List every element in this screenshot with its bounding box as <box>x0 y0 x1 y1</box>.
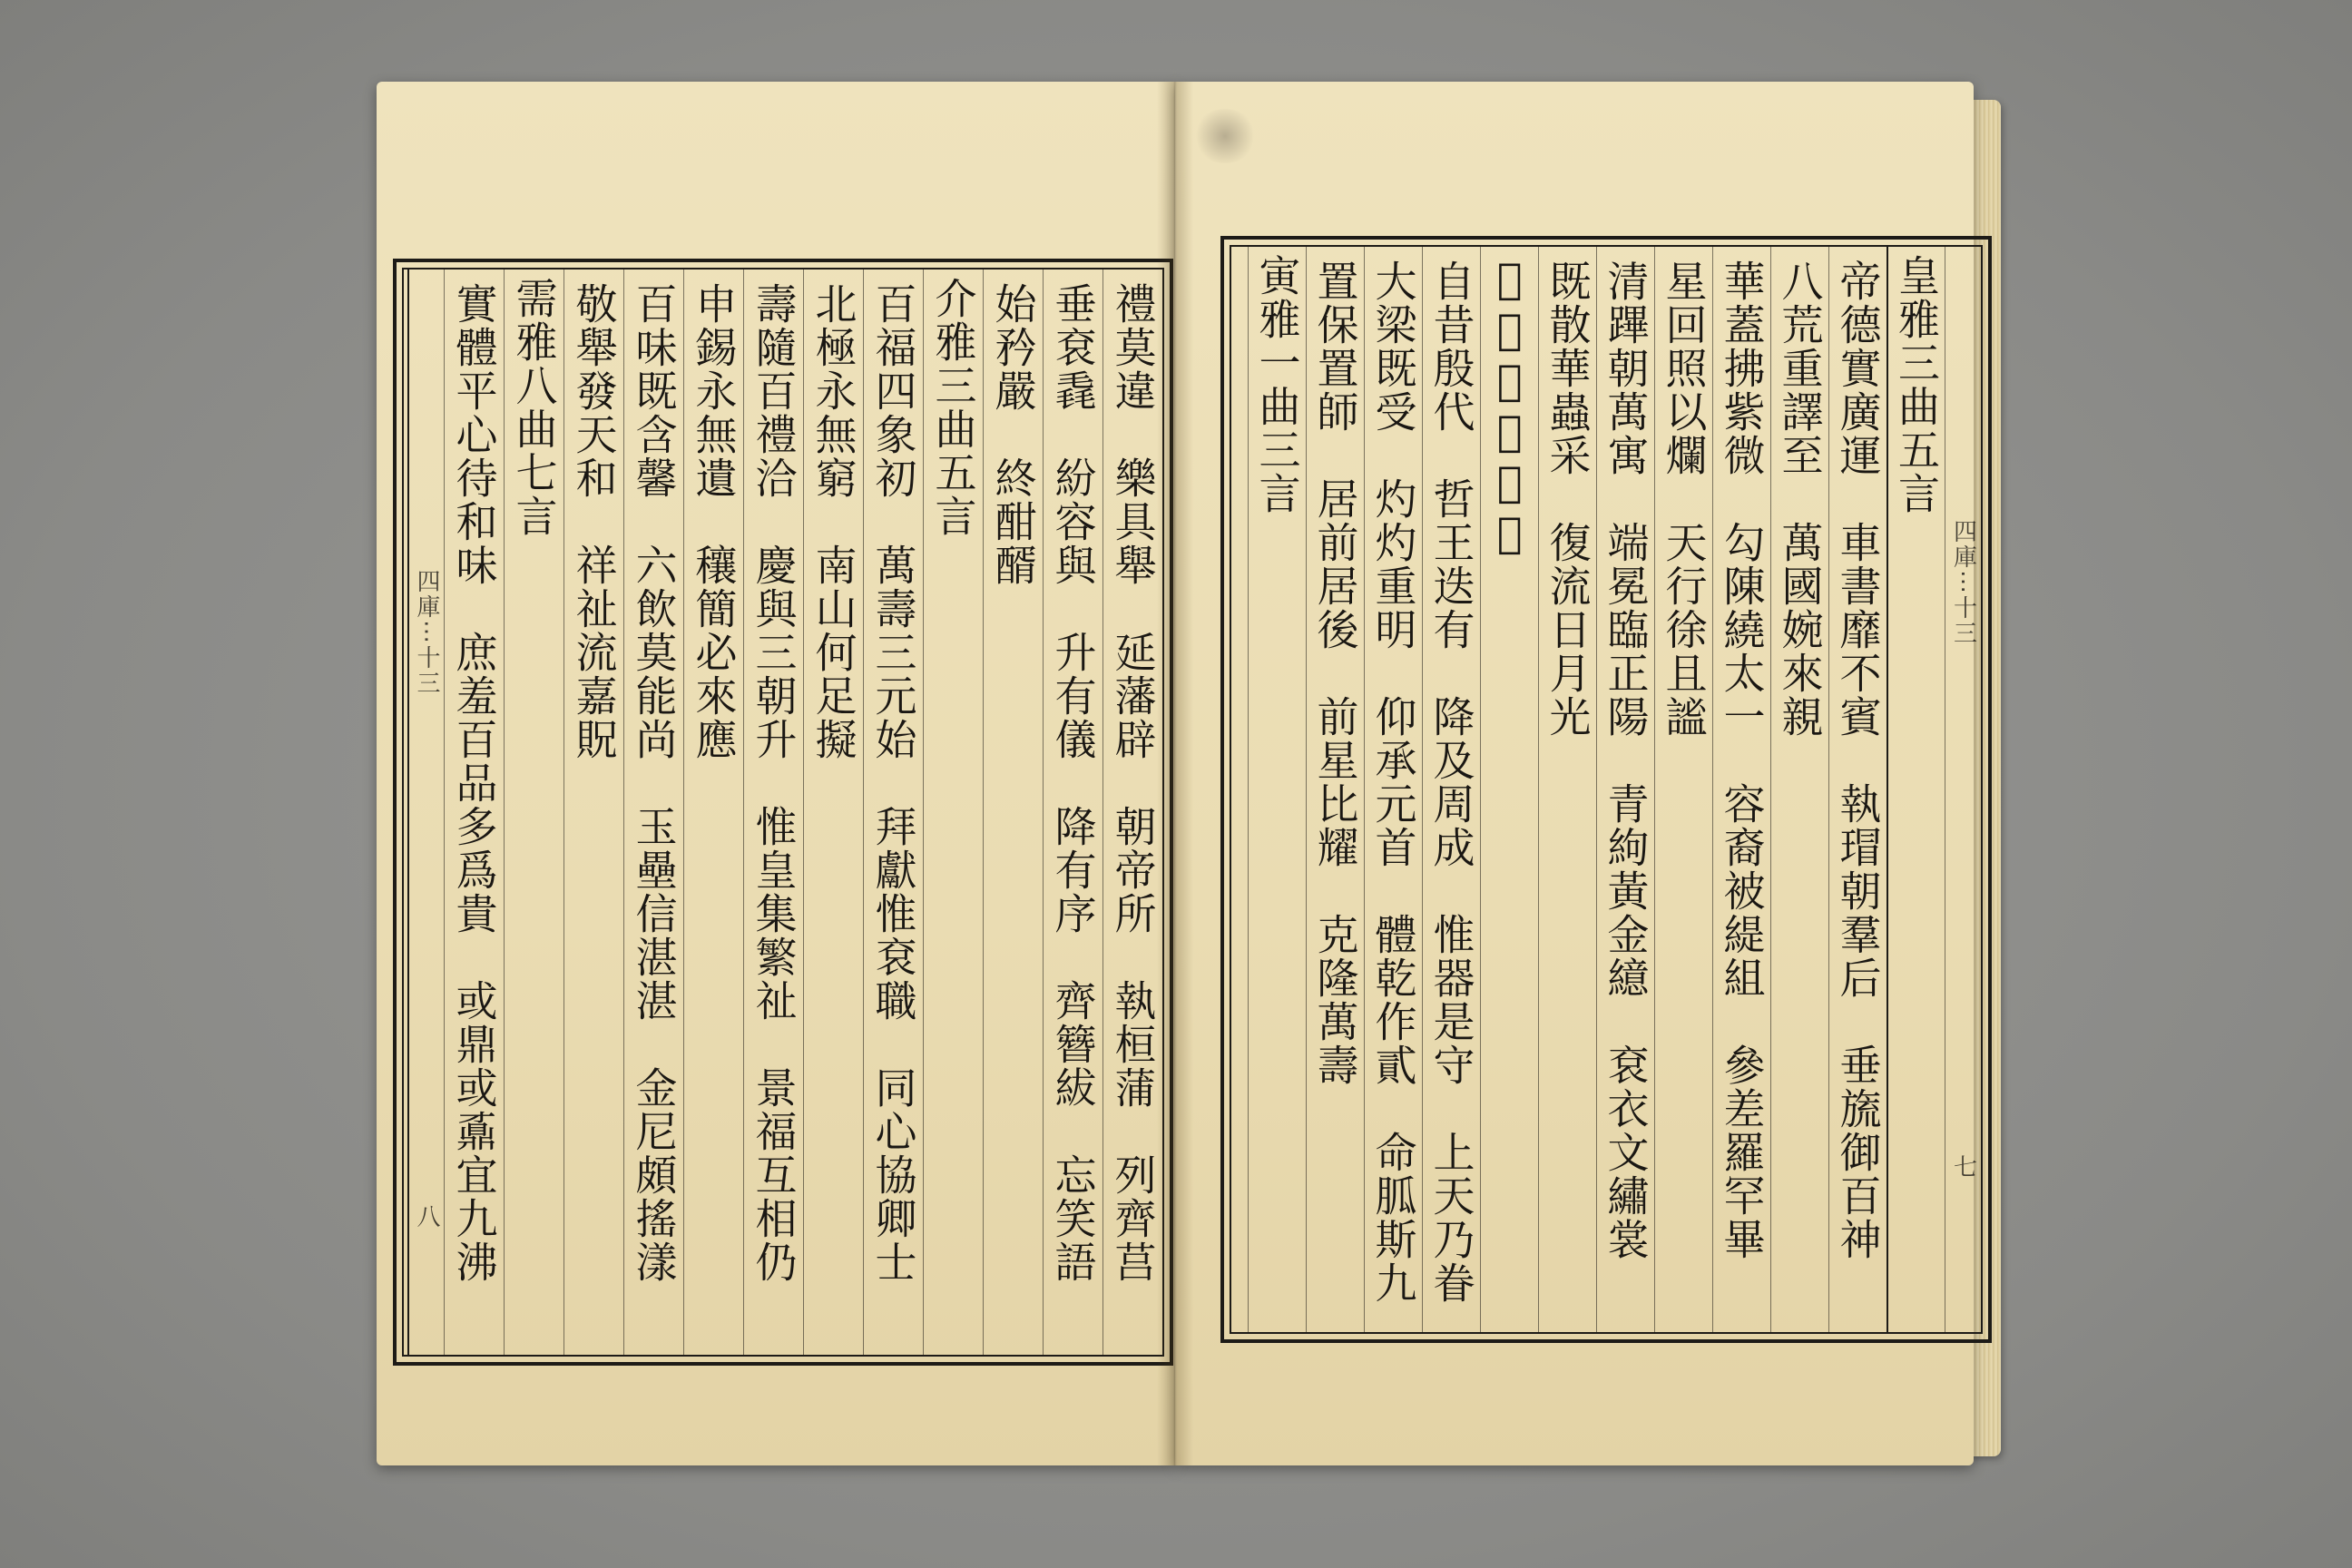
text-column <box>1770 247 1828 1332</box>
section-title-column <box>504 270 564 1355</box>
column-text: 敬舉發天和 祥祉流嘉貺 <box>569 282 619 761</box>
section-title: 寅雅一曲三言 <box>1252 254 1302 515</box>
column-text: 華蓋拂紫微 勾陳繞太一 容裔被緹組 參差羅罕畢 <box>1717 260 1767 1261</box>
text-column <box>1596 247 1654 1332</box>
text-column <box>803 270 863 1355</box>
right-page <box>1175 82 1977 1465</box>
book-gutter <box>1157 82 1193 1465</box>
column-text: 北極永無窮 南山何足擬 <box>808 282 858 761</box>
text-column <box>1306 247 1364 1332</box>
column-text: 實體平心待和味 庶羞百品多爲貴 或鼎或鼒宜九沸 <box>449 282 499 1284</box>
banxin-text: 四庫⋯十三 <box>413 569 440 696</box>
section-title: 介雅三曲五言 <box>928 277 978 538</box>
left-page <box>377 82 1175 1465</box>
left-page-columns <box>404 270 1162 1355</box>
left-page-inner-frame <box>402 268 1164 1357</box>
column-text: 垂袞毳 紛容與 升有儀 降有序 齊簪紱 忘笑語 <box>1048 282 1098 1284</box>
section-title: 需雅八曲七言 <box>509 277 559 538</box>
page-stain <box>1193 109 1257 163</box>
column-text: 帝德實廣運 車書靡不賓 執瑁朝羣后 垂旒御百神 <box>1833 260 1883 1261</box>
text-column <box>444 270 504 1355</box>
column-text: 置保置師 居前居後 前星比耀 克隆萬壽 <box>1310 260 1360 1087</box>
text-column <box>1364 247 1422 1332</box>
section-title-column <box>923 270 983 1355</box>
left-page-banxin <box>407 270 444 1355</box>
section-title: 皇雅三曲五言 <box>1892 254 1941 515</box>
text-column <box>1712 247 1770 1332</box>
column-text: 八荒重譯至 萬國婉來親 <box>1775 260 1825 739</box>
section-title: 𦖑雅一曲四言 <box>1485 254 1534 559</box>
banxin-text: 四庫⋯十三 <box>1949 519 1977 646</box>
column-text: 百福四象初 萬壽三元始 拜獻惟袞職 同心協卿士 <box>868 282 918 1284</box>
open-book <box>358 73 1992 1484</box>
text-column <box>743 270 803 1355</box>
left-page-frame <box>393 259 1173 1366</box>
text-column <box>1538 247 1596 1332</box>
section-title-column <box>1480 247 1538 1332</box>
column-text: 始矜嚴 終酣醑 <box>988 282 1038 587</box>
column-text: 大梁既受 灼灼重明 仰承元首 體乾作貳 命胍斯九 <box>1368 260 1418 1305</box>
text-column <box>1422 247 1480 1332</box>
right-page-banxin <box>1945 247 1981 1332</box>
text-column <box>1043 270 1102 1355</box>
text-column <box>564 270 623 1355</box>
text-column <box>1828 247 1886 1332</box>
text-column <box>863 270 923 1355</box>
page-number: 七 <box>1949 1154 1977 1180</box>
text-column <box>983 270 1043 1355</box>
column-text: 申錫永無遺 穰簡必來應 <box>689 282 739 761</box>
column-text: 壽隨百禮洽 慶與三朝升 惟皇集繁祉 景福互相仍 <box>749 282 799 1284</box>
page-number: 八 <box>413 1204 440 1230</box>
column-text: 清蹕朝萬寓 端冕臨正陽 青絇黃金繶 袞衣文繡裳 <box>1601 260 1651 1261</box>
text-column <box>623 270 683 1355</box>
column-text: 自昔殷代 哲王迭有 降及周成 惟器是守 上天乃眷 <box>1426 260 1476 1305</box>
column-text: 百味既含馨 六飲莫能尚 玉壘信湛湛 金尼頗搖漾 <box>629 282 679 1284</box>
column-text: 既散華蟲采 復流日月光 <box>1543 260 1592 739</box>
right-page-inner-frame <box>1230 245 1983 1334</box>
text-column <box>683 270 743 1355</box>
text-column <box>1654 247 1712 1332</box>
section-title-column <box>1886 247 1945 1332</box>
section-title-column <box>1248 247 1306 1332</box>
right-page-columns <box>1231 247 1981 1332</box>
right-page-frame <box>1220 236 1992 1343</box>
text-column <box>1102 270 1162 1355</box>
column-text: 禮莫違 樂具舉 延藩辟 朝帝所 執桓蒲 列齊莒 <box>1108 282 1158 1284</box>
column-text: 星回照以爛 天行徐且謐 <box>1659 260 1709 739</box>
